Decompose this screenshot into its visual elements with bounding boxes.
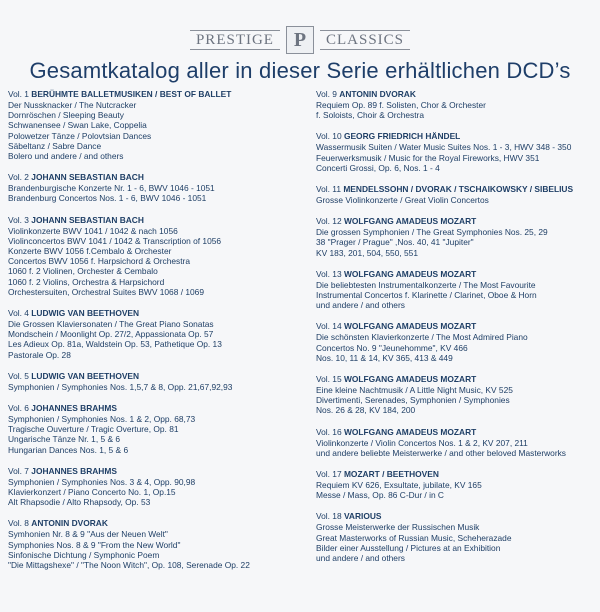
logo-word-left: PRESTIGE <box>190 30 280 50</box>
work-line: Bolero und andere / and others <box>8 151 124 162</box>
composer-name: JOHANN SEBASTIAN BACH <box>31 172 144 183</box>
work-line: Wassermusik Suiten / Water Music Suites Nos. 1 - 3, HWV 348 - 350 <box>316 142 572 153</box>
work-line: Die beliebtesten Instrumentalkonzerte / The Most Favourite <box>316 279 536 290</box>
catalog-entry <box>316 89 596 120</box>
composer-name: WOLFGANG AMADEUS MOZART <box>343 374 477 385</box>
work-line: Polowetzer Tänze / Polovtsian Dances <box>8 130 152 141</box>
composer-name: BERÜHMTE BALLETMUSIKEN / BEST OF BALLET <box>31 89 232 99</box>
catalog-entry <box>316 131 596 173</box>
work-line: Feuerwerksmusik / Music for the Royal Fireworks, HWV 351 <box>316 152 540 163</box>
entry-heading <box>316 269 596 280</box>
volume-number: Vol. 4 <box>8 308 29 319</box>
right-column <box>316 89 596 563</box>
composer-name: WOLFGANG AMADEUS MOZART <box>343 216 477 227</box>
volume-number: Vol. 18 <box>316 511 342 522</box>
catalog-entry <box>8 371 298 392</box>
entry-heading <box>8 172 298 183</box>
work-line: Divertimenti, Serenades, Symphonien / Symphonies <box>316 395 510 406</box>
entry-heading <box>8 215 298 226</box>
work-line: Nos. 26 & 28, KV 184, 200 <box>316 405 416 416</box>
composer-name: WOLFGANG AMADEUS MOZART <box>343 426 477 437</box>
entry-heading <box>316 216 596 227</box>
entry-heading <box>8 466 298 477</box>
catalog-entry <box>8 215 298 297</box>
composer-name: ANTONIN DVORAK <box>339 89 416 99</box>
work-line: Brandenburg Concertos Nos. 1 - 6, BWV 1046 - 1051 <box>8 193 207 204</box>
work-line: und andere / and others <box>316 300 405 311</box>
catalog-entry <box>316 427 596 458</box>
volume-number: Vol. 16 <box>316 426 342 437</box>
logo-emblem-icon <box>286 26 314 54</box>
work-line: f. Soloists, Choir & Orchestra <box>316 110 424 121</box>
work-line: Violinkonzerte / Violin Concertos Nos. 1 & 2, KV 207, 211 <box>316 437 528 448</box>
work-line: Sinfonische Dichtung / Symphonic Poem <box>8 549 160 560</box>
catalog-entry <box>8 89 298 161</box>
catalog-entry <box>316 469 596 500</box>
work-line: Nos. 10, 11 & 14, KV 365, 413 & 449 <box>316 352 453 363</box>
entry-heading <box>316 374 596 385</box>
work-line: Brandenburgische Konzerte Nr. 1 - 6, BWV 1046 - 1051 <box>8 183 215 194</box>
work-line: Violinkonzerte BWV 1041 / 1042 & nach 1056 <box>8 225 178 236</box>
work-line: Symhonien Nr. 8 & 9 "Aus der Neuen Welt" <box>8 529 168 540</box>
work-line: Symphonien / Symphonies Nos. 3 & 4, Opp. 90,98 <box>8 476 196 487</box>
prestige-classics-logo <box>0 26 600 54</box>
volume-number: Vol. 7 <box>8 465 29 476</box>
work-line: Alt Rhapsodie / Alto Rhapsody, Op. 53 <box>8 497 151 508</box>
volume-number: Vol. 14 <box>316 321 342 332</box>
composer-name: VARIOUS <box>343 511 382 522</box>
entry-heading <box>8 89 298 100</box>
work-line: Die Grossen Klaviersonaten / The Great Piano Sonatas <box>8 319 214 330</box>
work-line: Eine kleine Nachtmusik / A Little Night Music, KV 525 <box>316 385 513 396</box>
composer-name: MOZART / BEETHOVEN <box>343 469 439 480</box>
work-line: 1060 f. 2 Violins, Orchestra & Harpsichord <box>8 276 165 287</box>
catalog-entry <box>8 403 298 455</box>
composer-name: LUDWIG VAN BEETHOVEN <box>31 308 140 319</box>
entry-heading <box>8 403 298 414</box>
work-line: Bilder einer Ausstellung / Pictures at an Exhibition <box>316 542 501 553</box>
composer-name: LUDWIG VAN BEETHOVEN <box>31 370 140 381</box>
work-line: Ungarische Tänze Nr. 1, 5 & 6 <box>8 434 121 445</box>
volume-number: Vol. 3 <box>8 214 29 225</box>
work-line: Mondschein / Moonlight Op. 27/2, Appassionata Op. 57 <box>8 329 214 340</box>
work-line: Die schönsten Klavierkonzerte / The Most Admired Piano <box>316 332 528 343</box>
work-line: Requiem Op. 89 f. Solisten, Chor & Orchester <box>316 100 486 110</box>
work-line: Konzerte BWV 1056 f.Cembalo & Orchester <box>8 246 172 257</box>
composer-name: JOHANNES BRAHMS <box>31 403 117 414</box>
composer-name: GEORG FRIEDRICH HÄNDEL <box>343 131 461 142</box>
work-line: Symphonies Nos. 8 & 9 "From the New World" <box>8 539 181 550</box>
work-line: Grosse Violinkonzerte / Great Violin Concertos <box>316 195 489 206</box>
work-line: Tragische Ouverture / Tragic Overture, Op. 81 <box>8 424 179 435</box>
work-line: Hungarian Dances Nos. 1, 5 & 6 <box>8 444 129 455</box>
logo-emblem-letter: P <box>293 29 307 51</box>
catalog-entry <box>316 269 596 311</box>
volume-number: Vol. 12 <box>316 216 342 227</box>
volume-number: Vol. 1 <box>8 89 29 99</box>
work-line: Great Masterworks of Russian Music, Scheherazade <box>316 532 512 543</box>
work-line: Schwanensee / Swan Lake, Coppelia <box>8 120 147 131</box>
work-line: Dornröschen / Sleeping Beauty <box>8 110 124 121</box>
catalog-entry <box>8 308 298 360</box>
entry-heading <box>316 321 596 332</box>
volume-number: Vol. 6 <box>8 403 29 414</box>
composer-name: MENDELSSOHN / DVORAK / TSCHAIKOWSKY / SIBELIUS <box>343 184 574 195</box>
work-line: Orchestersuiten, Orchestral Suites BWV 1068 / 1069 <box>8 286 204 297</box>
work-line: Messe / Mass, Op. 86 C-Dur / in C <box>316 490 444 501</box>
volume-number: Vol. 5 <box>8 370 29 381</box>
entry-heading <box>316 427 596 438</box>
catalog-entry <box>316 374 596 416</box>
volume-number: Vol. 17 <box>316 469 342 480</box>
work-line: Pastorale Op. 28 <box>8 349 71 360</box>
catalog-entry <box>316 216 596 258</box>
entry-heading <box>316 184 596 195</box>
page-title: Gesamtkatalog aller in dieser Serie erhältlichen DCD’s <box>29 58 571 83</box>
catalog-entry <box>8 466 298 508</box>
composer-name: JOHANNES BRAHMS <box>31 465 117 476</box>
volume-number: Vol. 15 <box>316 374 342 385</box>
work-line: 1060 f. 2 Violinen, Orchester & Cembalo <box>8 266 158 277</box>
work-line: Symphonien / Symphonies Nos. 1 & 2, Opp. 68,73 <box>8 414 196 425</box>
volume-number: Vol. 9 <box>316 89 337 99</box>
work-line: Säbeltanz / Sabre Dance <box>8 140 102 151</box>
entry-heading <box>8 371 298 382</box>
work-line: "Die Mittagshexe" / "The Noon Witch", Op. 108, Serenade Op. 22 <box>8 560 250 571</box>
work-line: und andere / and others <box>316 553 405 564</box>
volume-number: Vol. 8 <box>8 518 29 529</box>
work-line: Concerti Grossi, Op. 6, Nos. 1 - 4 <box>316 162 440 173</box>
work-line: Concertos BWV 1056 f. Harpsichord & Orchestra <box>8 256 190 267</box>
volume-number: Vol. 2 <box>8 172 29 183</box>
work-line: Instrumental Concertos f. Klarinette / Clarinet, Oboe & Horn <box>316 290 537 301</box>
entry-heading <box>8 518 298 529</box>
entry-heading <box>316 131 596 142</box>
composer-name: ANTONIN DVORAK <box>31 518 108 529</box>
composer-name: WOLFGANG AMADEUS MOZART <box>343 268 477 279</box>
composer-name: JOHANN SEBASTIAN BACH <box>31 214 144 225</box>
catalog-entry <box>316 511 596 563</box>
volume-number: Vol. 11 <box>316 184 341 195</box>
work-line: Les Adieux Op. 81a, Waldstein Op. 53, Pathetique Op. 13 <box>8 339 222 350</box>
entry-heading <box>316 511 596 522</box>
work-line: und andere beliebte Meisterwerke / and other beloved Masterworks <box>316 447 566 458</box>
entry-heading <box>316 469 596 480</box>
catalog-entry <box>316 321 596 363</box>
work-line: Klavierkonzert / Piano Concerto No. 1, Op.15 <box>8 487 176 498</box>
work-line: 38 "Prager / Prague" ,Nos. 40, 41 "Jupiter" <box>316 237 474 248</box>
work-line: KV 183, 201, 504, 550, 551 <box>316 247 418 258</box>
left-column <box>8 89 298 570</box>
work-line: Symphonien / Symphonies Nos. 1,5,7 & 8, Opp. 21,67,92,93 <box>8 381 233 392</box>
logo-word-right: CLASSICS <box>320 30 410 50</box>
work-line: Der Nussknacker / The Nutcracker <box>8 100 137 110</box>
catalog-entry <box>8 172 298 203</box>
volume-number: Vol. 13 <box>316 268 342 279</box>
catalog-entry <box>8 518 298 570</box>
work-line: Grosse Meisterwerke der Russischen Musik <box>316 522 480 533</box>
work-line: Requiem KV 626, Exsultate, jubilate, KV 165 <box>316 480 482 491</box>
catalog-entry <box>316 184 596 205</box>
composer-name: WOLFGANG AMADEUS MOZART <box>343 321 477 332</box>
work-line: Concertos No. 9 "Jeunehomme", KV 466 <box>316 342 468 353</box>
work-line: Violinconcertos BWV 1041 / 1042 & Transcription of 1056 <box>8 235 222 246</box>
entry-heading <box>316 89 596 100</box>
entry-heading <box>8 308 298 319</box>
volume-number: Vol. 10 <box>316 131 342 142</box>
work-line: Die grossen Symphonien / The Great Symphonies Nos. 25, 29 <box>316 227 548 238</box>
